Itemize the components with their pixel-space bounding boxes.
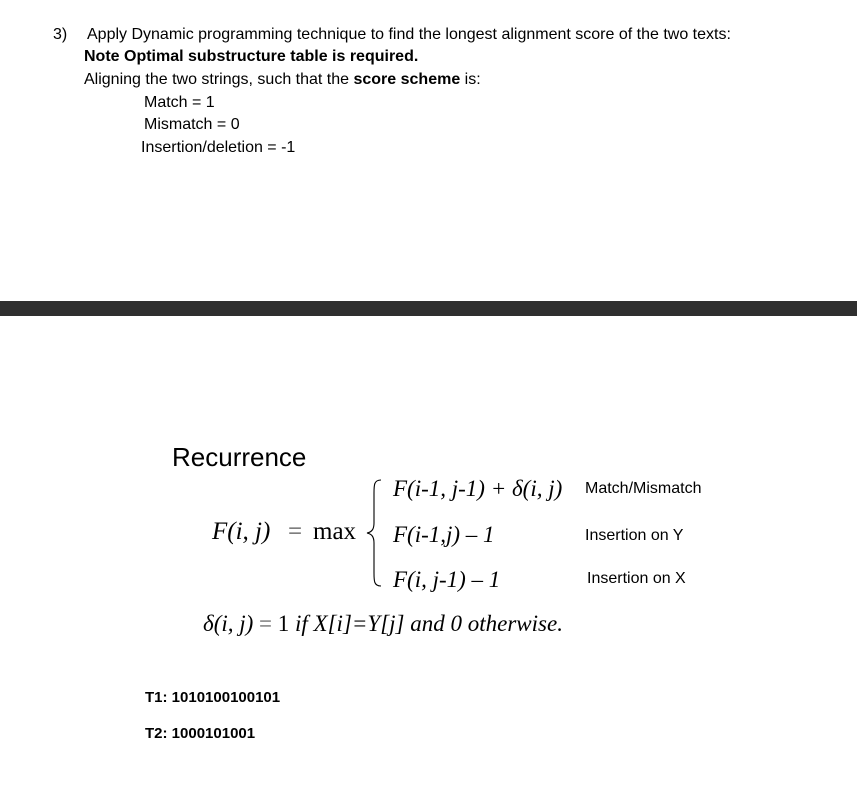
recurrence-equals: = — [288, 518, 303, 545]
text-t2: T2: 1000101001 — [145, 725, 256, 742]
question-number: 3) — [53, 26, 68, 43]
case-expr-insert-x: F(i, j-1) – 1 — [393, 567, 501, 592]
score-match: Match = 1 — [144, 94, 215, 111]
case-label-match: Match/Mismatch — [585, 480, 702, 497]
delta-equals: = — [259, 611, 273, 636]
score-indel: Insertion/deletion = -1 — [141, 139, 296, 156]
score-scheme-suffix: is: — [460, 71, 481, 88]
score-scheme-bold: score scheme — [353, 71, 461, 88]
recurrence-lhs: F(i, j) — [212, 518, 271, 545]
case-expr-match: F(i-1, j-1) + δ(i, j) — [393, 476, 563, 501]
score-scheme-sentence — [84, 71, 481, 89]
left-brace — [366, 479, 384, 587]
score-mismatch: Mismatch = 0 — [144, 116, 240, 133]
text-t1: T1: 1010100100101 — [145, 689, 281, 706]
recurrence-max: max — [313, 518, 357, 545]
case-label-insert-x: Insertion on X — [587, 570, 686, 587]
case-expr-insert-y: F(i-1,j) – 1 — [393, 522, 495, 547]
question-prompt: Apply Dynamic programming technique to find the longest alignment score of the two texts: — [87, 26, 731, 43]
delta-lhs: δ(i, j) — [203, 611, 254, 636]
recurrence-heading: Recurrence — [172, 442, 307, 472]
section-separator — [0, 301, 857, 316]
question-note: Note Optimal substructure table is required. — [84, 48, 419, 65]
delta-rest: if X[i]=Y[j] and 0 otherwise. — [295, 611, 563, 636]
case-label-insert-y: Insertion on Y — [585, 527, 684, 544]
delta-one: 1 — [277, 611, 290, 636]
delta-definition — [203, 611, 563, 637]
score-scheme-prefix: Aligning the two strings, such that the — [84, 71, 354, 88]
